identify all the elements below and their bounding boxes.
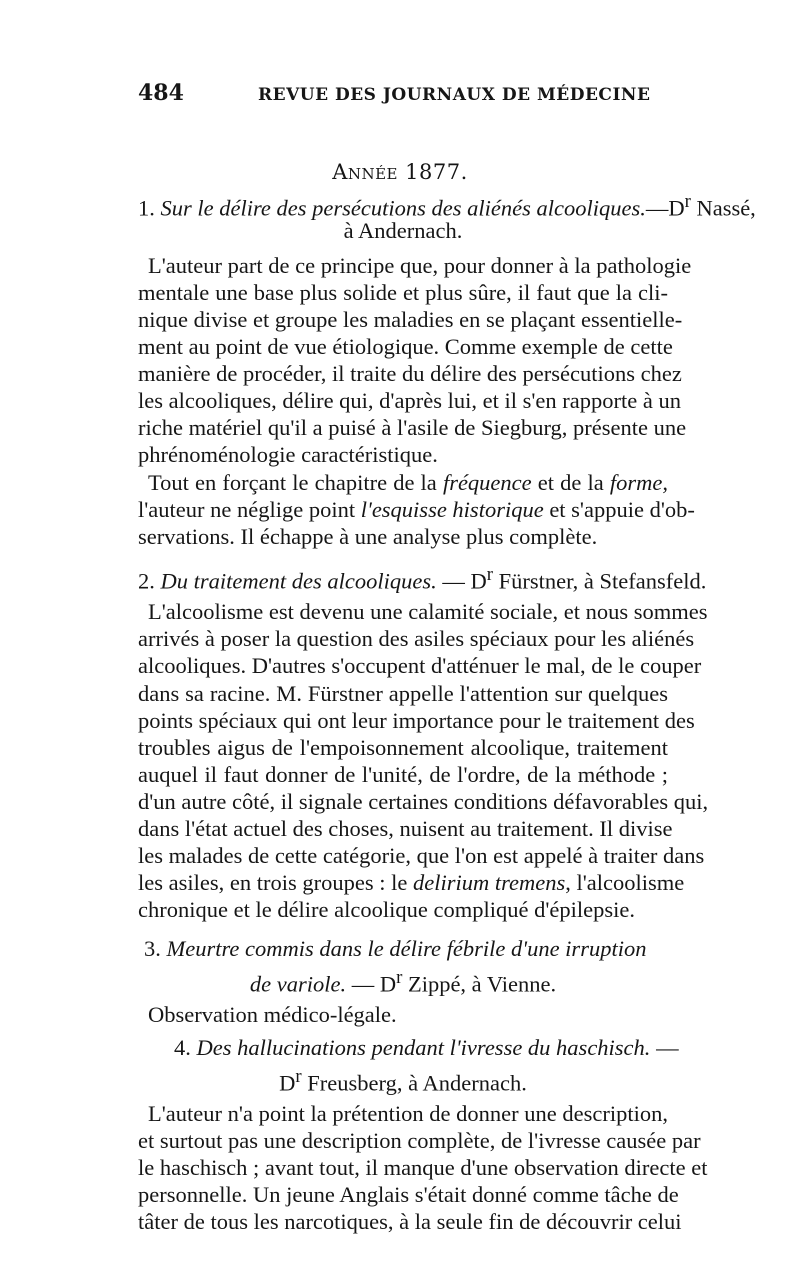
running-head	[138, 80, 668, 116]
text-line: mentale une base plus solide et plus sûre, il faut que la cli-	[138, 279, 668, 305]
text-line: ment au point de vue étiologique. Comme exemple de cette	[138, 333, 673, 359]
text-line: L'auteur n'a point la prétention de donner une description,	[148, 1100, 668, 1126]
text-line: troubles aigus de l'empoisonnement alcoolique, traitement	[138, 734, 668, 760]
article-3-heading: 3. Meurtre commis dans le délire fébrile d'une irruption	[144, 936, 647, 962]
text-line: Observation médico-légale.	[148, 1001, 397, 1027]
article-4-heading: 4. Des hallucinations pendant l'ivresse du haschisch. —	[174, 1034, 679, 1060]
text-line: riche matériel qu'il a puisé à l'asile de Siegburg, présente une	[138, 415, 687, 441]
text-line: phrénoménologie caractéristique.	[138, 442, 438, 468]
text-line: l'auteur ne néglige point l'esquisse historique et s'appuie d'ob-	[138, 496, 695, 522]
text-line: et surtout pas une description complète, de l'ivresse causée par	[138, 1127, 701, 1153]
text-line: les alcooliques, délire qui, d'après lui, et il s'en rapporte à un	[138, 388, 681, 414]
text-line: servations. Il échappe à une analyse plus complète.	[138, 523, 598, 549]
text-line: dans l'état actuel des choses, nuisent au traitement. Il divise	[138, 816, 673, 842]
text-line: le haschisch ; avant tout, il manque d'une observation directe et	[138, 1154, 708, 1180]
text-line: nique divise et groupe les maladies en se plaçant essentielle-	[138, 306, 683, 332]
text-line: d'un autre côté, il signale certaines conditions défavorables qui,	[138, 788, 709, 814]
text-line: personnelle. Un jeune Anglais s'était donné comme tâche de	[138, 1181, 679, 1207]
text-line: L'alcoolisme est devenu une calamité sociale, et nous sommes	[148, 599, 708, 625]
text-line: auquel il faut donner de l'unité, de l'ordre, de la méthode ;	[138, 761, 668, 787]
year-heading-text: Année 1877.	[332, 160, 468, 184]
text-line: manière de procéder, il traite du délire des persécutions chez	[138, 361, 682, 387]
article-1-heading: 1. Sur le délire des persécutions des aliénés $alcooliques.—D^r$ Nassé,	[138, 190, 756, 221]
article-1-location: à Andernach.	[343, 217, 463, 243]
running-title: REVUE DES JOURNAUX DE MÉDECINE	[258, 85, 651, 105]
text-line: tâter de tous les narcotiques, à la seule fin de découvrir celui	[138, 1209, 682, 1235]
page-number: 484	[138, 80, 184, 106]
article-2-heading: 2. Du traitement des alcooliques. — $D^r$ Fürstner, à Stefansfeld.	[138, 564, 707, 594]
text-line: L'auteur part de ce principe que, pour donner à la pathologie	[148, 252, 692, 278]
text-line: les malades de cette catégorie, que l'on est appelé à traiter dans	[138, 843, 705, 869]
text-line: chronique et le délire alcoolique compliqué d'épilepsie.	[138, 897, 635, 923]
text-line: Tout en forçant le chapitre de la fréquence et de la forme,	[148, 469, 668, 495]
text-line: points spéciaux qui ont leur importance pour le traitement des	[138, 707, 695, 733]
article-3-heading-cont: de variole. — $D^r$ Zippé, à Vienne.	[249, 967, 557, 997]
year-heading	[0, 160, 800, 184]
text-line: dans sa racine. M. Fürstner appelle l'attention sur quelques	[138, 680, 668, 706]
text-line: les asiles, en trois groupes : le delirium tremens, l'alcoolisme	[138, 870, 685, 896]
text-line: arrivés à poser la question des asiles spéciaux pour les aliénés	[138, 626, 695, 652]
text-line: alcooliques. D'autres s'occupent d'atténuer le mal, de le couper	[138, 653, 702, 679]
article-4-location: $D^r$ Freusberg, à Andernach.	[279, 1065, 527, 1096]
